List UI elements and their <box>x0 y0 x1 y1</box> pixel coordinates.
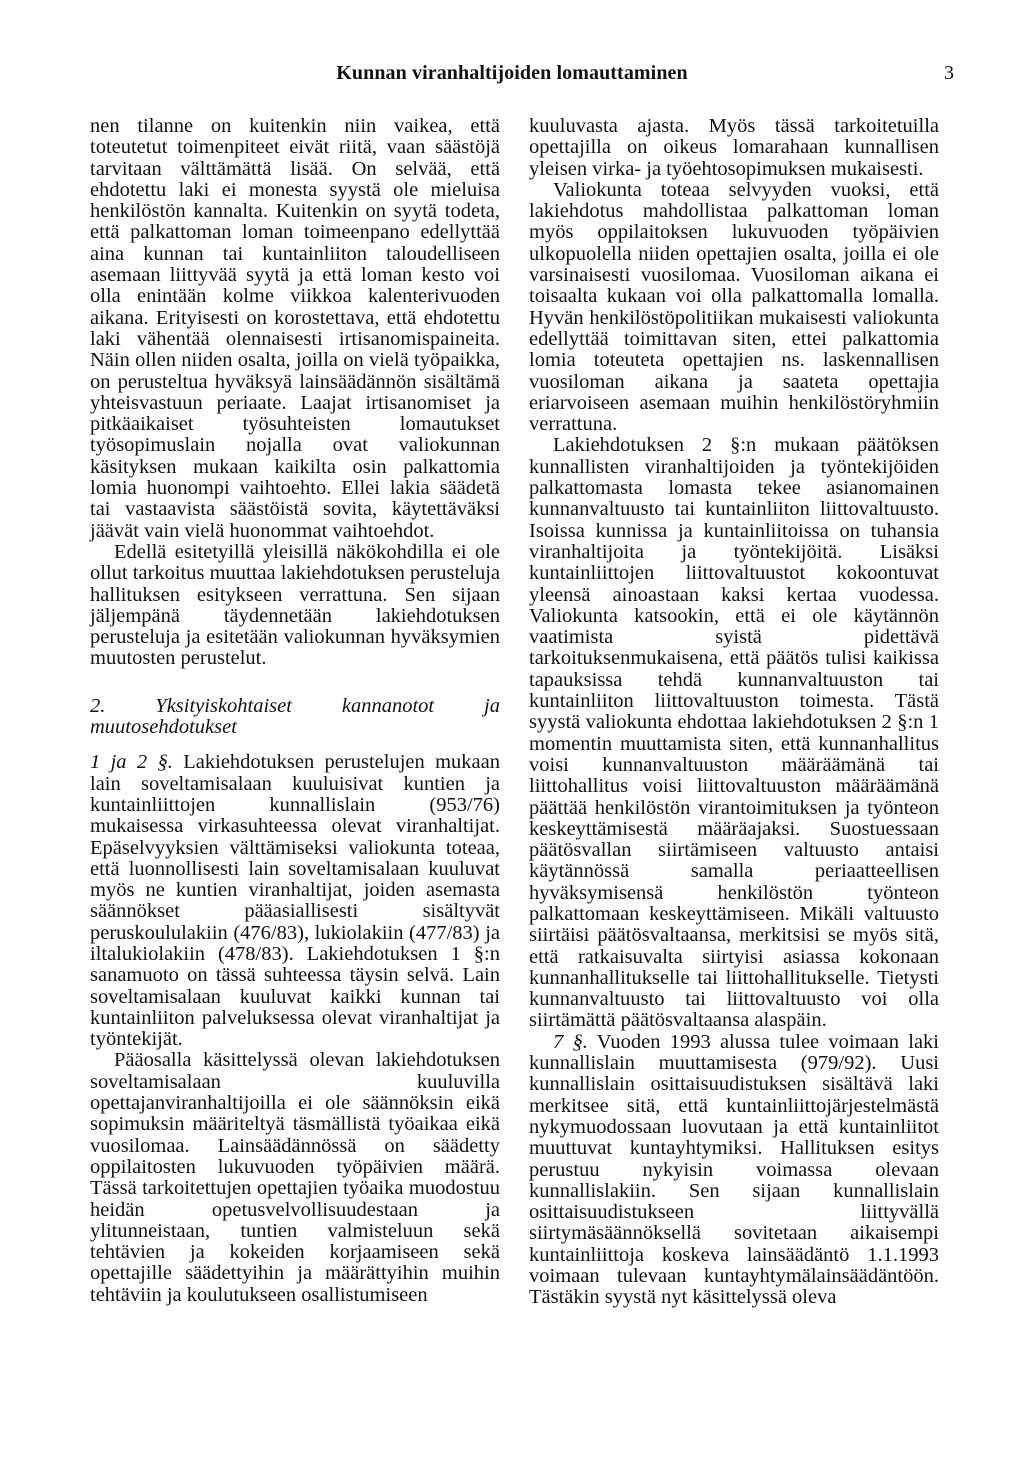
paragraph: Edellä esitetyillä yleisillä näkökohdilla ei ole ollut tarkoitus muuttaa lakiehdotuksen perusteluja hallituksen esitykseen verrattuna. Sen sijaan jäljempänä täydennetään lakiehdotuksen perusteluja ja esitetään valiokunnan hyväksymien muutosten perustelut. <box>90 540 500 670</box>
right-column <box>529 116 939 1309</box>
paragraph: Valiokunta toteaa selvyyden vuoksi, että lakiehdotus mahdollistaa palkattoman loman myös oppilaitoksen lukuvuoden työpäivien ulkopuolella niiden opettajien osalta, joilla ei ole varsinaisesti vuosilomaa. Vuosiloman aikana ei toisaalta kukaan voi olla palkattomalla lomalla. Hyvän henkilöstöpolitiikan mukaisesti valiokunta edellyttää toimittavan siten, ettei palkattomia lomia toteuteta opettajien ns. laskennallisen vuosiloman aikana ja saateta opettajia eriarvoiseen asemaan muihin henkilöstöryhmiin verrattuna. <box>529 178 939 436</box>
paragraph: kuuluvasta ajasta. Myös tässä tarkoitetuilla opettajilla on oikeus lomarahaan kunnallisen yleisen virka- ja työehtosopimuksen mukaisesti. <box>529 115 939 180</box>
left-column <box>90 116 500 1306</box>
section-label: 1 ja 2 §. <box>90 751 173 774</box>
paragraph: nen tilanne on kuitenkin niin vaikea, että toteutetut toimenpiteet eivät riitä, vaan säästöjä tarvitaan välttämättä lisää. On selvää, että ehdotettu laki ei monesta syystä ole mieluisa henkilöstön kannalta. Kuitenkin on syytä todeta, että palkattoman loman toimeenpano edellyttää aina kunnan tai kuntainliiton taloudelliseen asemaan liittyvää syytä ja että loman kesto voi olla enintään kolme viikkoa kalenterivuoden aikana. Erityisesti on korostettava, että ehdotettu laki vähentää olennaisesti irtisanomispaineita. Näin ollen niiden osalta, joilla on vielä työpaikka, on perusteltua hyväksyä lainsäädännön sisältämä yhteisvastuun periaate. Laajat irtisanomiset ja pitkäaikaiset työsuhteisten lomautukset työsopimuslain nojalla ovat valiokunnan käsityksen mukaan kaikilta osin palkattomia lomia huonompi vaihtoehto. Ellei lakia säädetä tai vastaavista säästöistä sovita, käytettäväksi jäävät vain vielä huonommat vaihtoehdot. <box>90 115 500 542</box>
paragraph-text: Lakiehdotuksen perustelujen mukaan lain soveltamisalaan kuuluisivat kuntien ja kuntainliittojen kunnallislain (953/76) mukaisessa virkasuhteessa olevat viranhaltijat. Epäselvyyksien välttämiseksi valiokunta toteaa, että luonnollisesti lain soveltamisalaan kuuluvat myös ne kuntien viranhaltijat, joiden asemasta säännökset pääasiallisesti sisältyvät peruskoululakiin (476/83), lukiolakiin (477/83) ja iltalukiolakiin (478/83). Lakiehdotuksen 1 §:n sanamuoto on tässä suhteessa täysin selvä. Lain soveltamisalaan kuuluvat kaikki kunnan tai kuntainliiton palveluksessa olevat viranhaltijat ja työntekijät. <box>90 751 500 1051</box>
paragraph <box>529 1032 939 1309</box>
paragraph: Lakiehdotuksen 2 §:n mukaan päätöksen kunnallisten viranhaltijoiden ja työntekijöiden palkattomasta lomasta tekee asianomainen kunnanvaltuusto tai kuntainliiton liittovaltuusto. Isoissa kunnissa ja kuntainliitoissa on tuhansia viranhaltijoita ja työntekijöitä. Lisäksi kuntainliittojen liittovaltuustot kokoontuvat yleensä ainoastaan kaksi kertaa vuodessa. Valiokunta katsookin, että ei ole käytännön vaatimista syistä pidettävä tarkoituksenmukaisena, että päätös tulisi kaikissa tapauksissa tehdä kunnanvaltuuston tai kuntainliiton liittovaltuuston toimesta. Tästä syystä valiokunta ehdottaa lakiehdotuksen 2 §:n 1 momentin muuttamista siten, että kunnanhallitus voisi kunnanvaltuuston määräämänä tai liittohallitus voisi liittovaltuuston määräämänä päättää henkilöstön virantoimituksen ja työnteon keskeyttämisestä määräajaksi. Suostuessaan päätösvallan siirtämiseen valtuusto antaisi käytännössä samalla periaatteellisen hyväksymisensä henkilöstön työnteon palkattomaan keskeyttämiseen. Mikäli valtuusto siirtäisi päätösvaltaansa, merkitsisi se myös sitä, että ratkaisuvalta siirtyisi asiassa kokonaan kunnanhallitukselle tai liittohallitukselle. Tietysti kunnanvaltuusto tai liittovaltuusto voi olla siirtämättä päätösvaltaansa alaspäin. <box>529 434 939 1032</box>
paragraph: Pääosalla käsittelyssä olevan lakiehdotuksen soveltamisalaan kuuluvilla opettajanviranhaltijoilla ei ole säännöksin eikä sopimuksin määriteltyä täsmällistä työaikaa eikä vuosilomaa. Lainsäädännössä on säädetty oppilaitosten lukuvuoden työpäivien määrä. Tässä tarkoitettujen opettajien työaika muodostuu heidän opetusvelvollisuudestaan ja ylitunneistaan, tuntien valmisteluun sekä tehtävien ja kokeiden korjaamiseen sekä opettajille säädettyihin ja määrättyihin muihin tehtäviin ja koulutukseen osallistumiseen <box>90 1049 500 1306</box>
paragraph <box>90 752 500 1050</box>
section-label: 7 §. <box>553 1030 588 1053</box>
page-number: 3 <box>944 62 954 84</box>
running-header: Kunnan viranhaltijoiden lomauttaminen <box>336 62 688 84</box>
section-heading: 2. Yksityiskohtaiset kannanotot ja muutosehdotukset <box>90 694 500 739</box>
paragraph-text: Vuoden 1993 alussa tulee voimaan laki kunnallislain muuttamisesta (979/92). Uusi kunnallislain osittaisuudistuksen sisältävä laki merkitsee sitä, että kuntainliittojärjestelmästä nykymuodossaan luovutaan ja että kuntainliitot muuttuvat kuntayhtymiksi. Hallituksen esitys perustuu nykyisin voimassa olevaan kunnallislakiin. Sen sijaan kunnallislain osittaisuudistukseen liittyvällä siirtymäsäännöksellä sovitetaan aikaisempi kuntainliittoja koskeva lainsäädäntö 1.1.1993 voimaan tulevaan kuntayhtymälainsäädäntöön. Tästäkin syystä nyt käsittelyssä oleva <box>529 1030 939 1309</box>
